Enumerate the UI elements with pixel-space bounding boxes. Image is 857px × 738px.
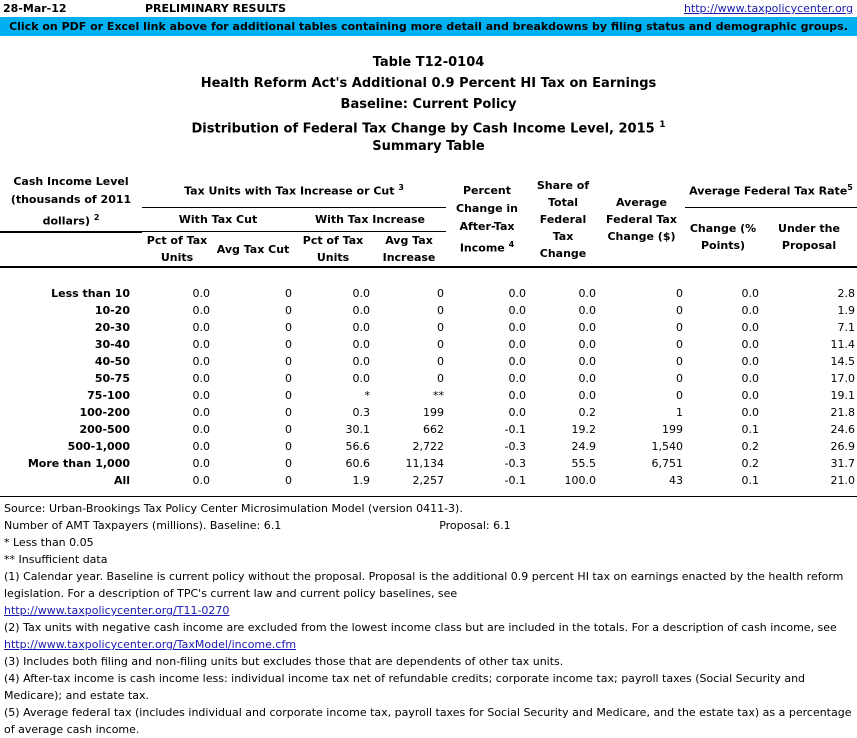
table-cell: 0 — [285, 372, 292, 386]
table-cell: 0 — [676, 338, 683, 352]
col-group-with-cut: With Tax Cut — [142, 207, 294, 232]
table-row — [0, 285, 857, 302]
table-cell: 199 — [423, 406, 444, 420]
table-cell: 0.0 — [578, 304, 596, 318]
table-cell: 0.0 — [192, 389, 210, 403]
info-banner: Click on PDF or Excel link above for additional tables containing more detail and breakdowns by filing status and demographic groups. — [0, 17, 857, 36]
table-cell: 0.0 — [741, 338, 759, 352]
table-cell: 1 — [676, 406, 683, 420]
footnotes — [4, 500, 854, 738]
table-row — [0, 353, 857, 370]
table-cell: -0.1 — [504, 423, 526, 437]
table-cell: 24.9 — [571, 440, 596, 454]
col-pct-change: Percent Change in After-Tax Income $^4$ — [446, 173, 528, 267]
table-cell: 31.7 — [830, 457, 856, 471]
row-label: 40-50 — [94, 355, 130, 369]
row-label: 30-40 — [94, 338, 130, 352]
table-cell: 0.0 — [578, 389, 596, 403]
table-cell: 0 — [676, 389, 683, 403]
note-3: (3) Includes both filing and non-filing units but excludes those that are dependents of other tax units. — [4, 655, 564, 668]
table-cell: -0.3 — [504, 457, 526, 471]
table-cell: 0.0 — [741, 304, 759, 318]
title-line-3: Distribution of Federal Tax Change by Cash Income Level, 2015 $^1$ — [191, 120, 666, 137]
note-source: Source: Urban-Brookings Tax Policy Center Microsimulation Model (version 0411-3). — [4, 502, 463, 515]
table-cell: 0.1 — [741, 474, 759, 488]
table-cell: 0 — [285, 440, 292, 454]
col-group-avg-rate: Average Federal Tax Rate$^5$ — [685, 173, 857, 207]
table-cell: 0.0 — [192, 423, 210, 437]
table-cell: 100.0 — [564, 474, 596, 488]
row-label: 10-20 — [94, 304, 130, 318]
col-avg-increase: Avg Tax Increase — [372, 232, 446, 268]
report-date: 28-Mar-12 — [3, 2, 67, 15]
table-cell: * — [364, 389, 370, 403]
table-cell: 0.0 — [741, 406, 759, 420]
table-cell: 24.6 — [830, 423, 856, 437]
table-cell: 0.0 — [741, 372, 759, 386]
table-cell: 0.0 — [578, 338, 596, 352]
table-cell: 0.0 — [192, 406, 210, 420]
table-cell: 55.5 — [571, 457, 596, 471]
table-cell: 0.0 — [578, 355, 596, 369]
table-cell: 0 — [437, 338, 444, 352]
table-row — [0, 370, 857, 387]
table-row — [0, 404, 857, 421]
table-row — [0, 455, 857, 472]
title-line-4: Summary Table — [372, 139, 485, 154]
table-row — [0, 472, 857, 489]
table-cell: 0 — [285, 338, 292, 352]
table-cell: 0.0 — [192, 457, 210, 471]
row-label: 500-1,000 — [67, 440, 130, 454]
table-cell: 0.0 — [741, 389, 759, 403]
row-label: 100-200 — [79, 406, 130, 420]
table-cell: 0 — [676, 372, 683, 386]
row-label: 75-100 — [87, 389, 130, 403]
col-rate-under: Under the Proposal — [761, 207, 857, 267]
table-cell: 0 — [285, 355, 292, 369]
table-cell: 26.9 — [830, 440, 856, 454]
table-body — [0, 285, 857, 489]
note-5: (5) Average federal tax (includes individual and corporate income tax, payroll taxes for Social Security and Medicare, and the estate tax) as a percentage of average cash income. — [4, 706, 852, 736]
table-cell: 0.0 — [192, 355, 210, 369]
table-cell: 0 — [285, 457, 292, 471]
table-cell: 43 — [669, 474, 683, 488]
table-cell: ** — [433, 389, 444, 403]
table-row — [0, 438, 857, 455]
table-cell: 0.0 — [578, 321, 596, 335]
table-cell: 0.0 — [352, 338, 370, 352]
table-cell: 0.0 — [192, 440, 210, 454]
row-label: 50-75 — [94, 372, 130, 386]
table-cell: 0.1 — [741, 423, 759, 437]
table-cell: 0 — [676, 287, 683, 301]
table-cell: 11.4 — [830, 338, 856, 352]
note-4: (4) After-tax income is cash income less: individual income tax net of refundable credits; corporate income tax; payroll taxes (Social Security and Medicare); and estate tax. — [4, 672, 806, 702]
col-avg-change: Average Federal Tax Change ($) — [598, 173, 685, 267]
table-cell: 0.0 — [741, 355, 759, 369]
table-cell: 19.1 — [830, 389, 856, 403]
table-cell: 0 — [676, 304, 683, 318]
table-cell: 0.0 — [508, 355, 526, 369]
table-cell: 0.0 — [508, 304, 526, 318]
table-cell: 14.5 — [830, 355, 856, 369]
note-amt: Number of AMT Taxpayers (millions). Baseline: 6.1 Proposal: 6.1 — [4, 519, 511, 532]
table-cell: 0.0 — [578, 372, 596, 386]
status-label: PRELIMINARY RESULTS — [145, 2, 287, 15]
col-rate-change: Change (% Points) — [685, 207, 761, 267]
table-row — [0, 319, 857, 336]
row-label: 20-30 — [94, 321, 130, 335]
table-cell: 0 — [285, 304, 292, 318]
table-cell: 0.0 — [192, 287, 210, 301]
note-dstar: ** Insufficient data — [4, 553, 108, 566]
col-pct-units-increase: Pct of Tax Units — [294, 232, 372, 268]
table-cell: 0.2 — [578, 406, 596, 420]
table-cell: 11,134 — [405, 457, 444, 471]
table-cell: 662 — [423, 423, 444, 437]
table-cell: 0 — [285, 423, 292, 437]
col-pct-units-cut: Pct of Tax Units — [142, 232, 212, 268]
table-cell: 1.9 — [837, 304, 856, 318]
table-cell: 30.1 — [345, 423, 370, 437]
table-cell: 1,540 — [651, 440, 683, 454]
table-row — [0, 336, 857, 353]
table-cell: -0.3 — [504, 440, 526, 454]
table-cell: 0 — [676, 321, 683, 335]
table-cell: 0.3 — [352, 406, 370, 420]
table-cell: 0.0 — [352, 321, 370, 335]
table-cell: 0 — [676, 355, 683, 369]
note-star: * Less than 0.05 — [4, 536, 94, 549]
table-cell: 0.0 — [741, 287, 759, 301]
col-group-with-increase: With Tax Increase — [294, 207, 446, 232]
note-1: (1) Calendar year. Baseline is current policy without the proposal. Proposal is the additional 0.9 percent HI tax on earnings enacted by the health reform legislation. For a description of TPC's current law and current policy baselines, see — [4, 570, 844, 600]
table-cell: 0.0 — [508, 389, 526, 403]
table-cell: 0 — [437, 372, 444, 386]
summary-table — [0, 173, 857, 489]
table-cell: 2,257 — [412, 474, 444, 488]
table-cell: 6,751 — [651, 457, 683, 471]
row-label: Less than 10 — [51, 287, 130, 301]
website-link[interactable]: http://www.taxpolicycenter.org — [683, 2, 853, 15]
table-cell: 2.8 — [837, 287, 856, 301]
table-titles — [0, 52, 857, 157]
table-cell: 0.0 — [352, 287, 370, 301]
table-cell: 0 — [285, 287, 292, 301]
table-cell: 0.0 — [508, 372, 526, 386]
table-cell: 60.6 — [345, 457, 370, 471]
table-cell: 7.1 — [837, 321, 856, 335]
table-id: Table T12-0104 — [372, 55, 485, 70]
table-cell: 0 — [285, 474, 292, 488]
table-cell: 0.0 — [508, 406, 526, 420]
table-cell: 2,722 — [412, 440, 444, 454]
table-cell: 0.0 — [578, 287, 596, 301]
table-cell: 21.8 — [830, 406, 856, 420]
table-cell: 0.2 — [741, 457, 759, 471]
table-row — [0, 421, 857, 438]
table-cell: 0.0 — [508, 287, 526, 301]
table-cell: -0.1 — [504, 474, 526, 488]
top-bar — [0, 0, 857, 16]
col-avg-cut: Avg Tax Cut — [212, 232, 294, 268]
col-share-change: Share of Total Federal Tax Change — [528, 173, 598, 267]
table-cell: 0.2 — [741, 440, 759, 454]
note-2-link[interactable]: http://www.taxpolicycenter.org/TaxModel/income.cfm — [4, 638, 297, 651]
table-row — [0, 302, 857, 319]
table-cell: 56.6 — [345, 440, 370, 454]
table-cell: 0 — [437, 287, 444, 301]
divider — [0, 496, 857, 497]
table-cell: 0.0 — [192, 338, 210, 352]
row-label: 200-500 — [79, 423, 130, 437]
table-cell: 0.0 — [192, 304, 210, 318]
table-cell: 0 — [437, 321, 444, 335]
note-2: (2) Tax units with negative cash income are excluded from the lowest income class but are included in the totals. For a description of cash income, see — [4, 621, 837, 634]
note-1-link[interactable]: http://www.taxpolicycenter.org/T11-0270 — [4, 604, 230, 617]
table-cell: 0 — [437, 304, 444, 318]
title-line-1: Health Reform Act's Additional 0.9 Percent HI Tax on Earnings — [200, 76, 657, 91]
table-cell: 0.0 — [192, 372, 210, 386]
table-cell: 0.0 — [508, 321, 526, 335]
table-cell: 0.0 — [192, 474, 210, 488]
table-cell: 0.0 — [192, 321, 210, 335]
table-cell: 0.0 — [508, 338, 526, 352]
table-cell: 0.0 — [352, 355, 370, 369]
table-cell: 0.0 — [741, 321, 759, 335]
table-cell: 17.0 — [830, 372, 856, 386]
table-cell: 0 — [285, 406, 292, 420]
table-row — [0, 387, 857, 404]
col-income-level: Cash Income Level (thousands of 2011 dollars) $^2$ — [0, 173, 142, 232]
table-cell: 21.0 — [830, 474, 856, 488]
col-group-tax-units: Tax Units with Tax Increase or Cut $^3$ — [184, 183, 404, 198]
row-label: More than 1,000 — [27, 457, 130, 471]
row-label: All — [113, 474, 130, 488]
table-cell: 199 — [662, 423, 683, 437]
table-cell: 0.0 — [352, 304, 370, 318]
table-cell: 0.0 — [352, 372, 370, 386]
table-cell: 19.2 — [571, 423, 596, 437]
table-cell: 0 — [437, 355, 444, 369]
table-cell: 1.9 — [352, 474, 370, 488]
table-cell: 0 — [285, 321, 292, 335]
table-cell: 0 — [285, 389, 292, 403]
title-line-2: Baseline: Current Policy — [340, 97, 517, 112]
